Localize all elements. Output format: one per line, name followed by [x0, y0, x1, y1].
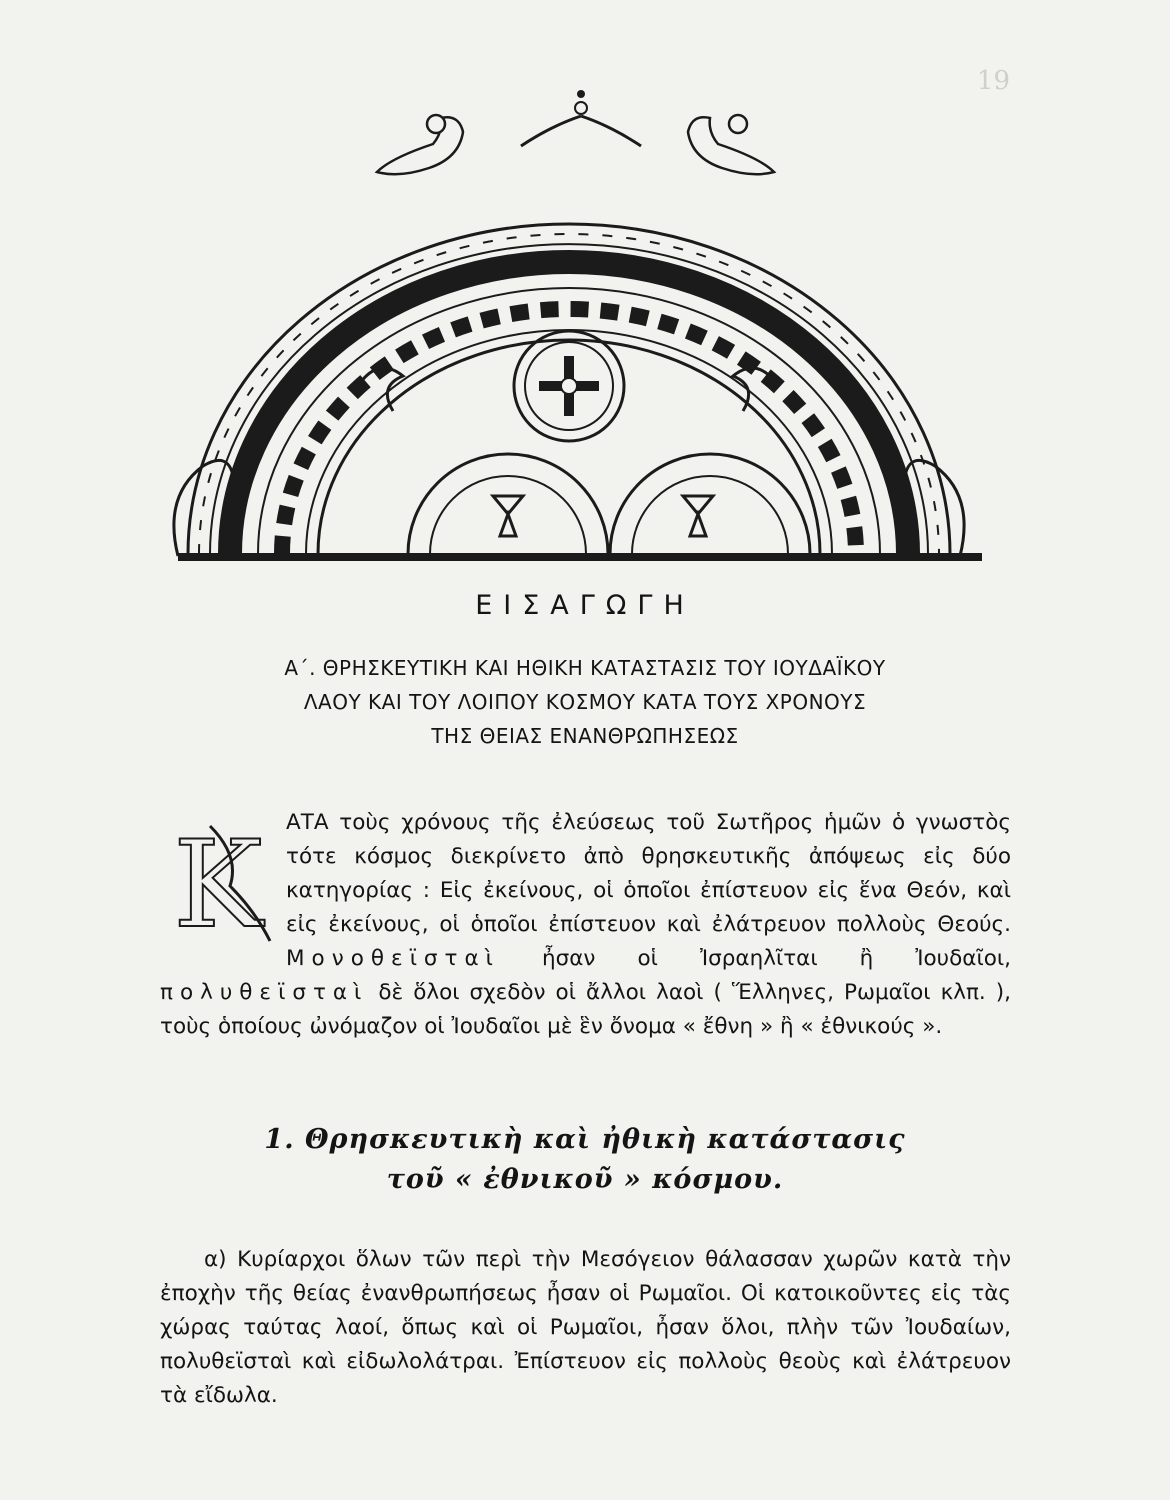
intro-emphasis-polytheists: πολυθεϊσταὶ: [160, 980, 369, 1005]
subtitle-line-3: ΤΗΣ ΘΕΙΑΣ ΕΝΑΝΘΡΩΠΗΣΕΩΣ: [431, 724, 739, 748]
intro-text-3: δὲ ὅλοι σχεδὸν οἱ ἄλλοι λαοὶ ( Ἕλληνες, Ρωμαῖοι κλπ. ), τοὺς ὁποίους ὠνόμαζον οἱ Ἰουδαῖοι μὲ ἓν ὄνομα « ἔθνη » ἢ « ἐθνικούς ».: [160, 980, 1012, 1039]
section-heading-line-2: τοῦ « ἐθνικοῦ » κόσμου.: [386, 1164, 784, 1195]
section-title: ΕΙΣΑΓΩΓΗ: [475, 590, 695, 621]
paragraph-a: α) Κυρίαρχοι ὅλων τῶν περὶ τὴν Μεσόγειον θάλασσαν χωρῶν κατὰ τὴν ἐποχὴν τῆς θείας ἐνανθρωπήσεως ἦσαν οἱ Ρωμαῖοι. Οἱ κατοικοῦντες εἰς τὰς χώρας ταύτας λαοί, ὅπως καὶ οἱ Ρωμαῖοι, ἦσαν ὅλοι, πλὴν τῶν Ἰουδαίων, πολυθεϊσταὶ καὶ εἰδωλολάτραι. Ἐπίστευον εἰς πολλοὺς θεοὺς καὶ ἐλάτρευον τὰ εἴδωλα.: [160, 1247, 1011, 1408]
drop-cap-initial: [160, 806, 278, 951]
intro-text-2: ἦσαν οἱ Ἰσραηλῖται ἢ Ἰουδαῖοι,: [542, 946, 1011, 971]
svg-text:Κ: Κ: [173, 816, 263, 951]
page-number: 19: [976, 66, 1010, 96]
intro-paragraph: [160, 806, 1011, 1044]
intro-text-1: ΑΤΑ τοὺς χρόνους τῆς ἐλεύσεως τοῦ Σωτῆρος ἡμῶν ὁ γνωστὸς τότε κόσμος διεκρίνετο ἀπὸ θρησκευτικῆς ἀπόψεως εἰς δύο κατηγορίας : Εἰς ἐκείνους, οἱ ὁποῖοι ἐπίστευον εἰς ἕνα Θεόν, καὶ εἰς ἐκείνους, οἱ ὁποῖοι ἐπίστευον καὶ ἐλάτρευον πολλοὺς Θεούς.: [286, 810, 1011, 937]
headpiece-ornament: [158, 86, 980, 566]
subtitle-line-1: Α΄. ΘΡΗΣΚΕΥΤΙΚΗ ΚΑΙ ΗΘΙΚΗ ΚΑΤΑΣΤΑΣΙΣ ΤΟΥ ΙΟΥΔΑΪΚΟΥ: [284, 656, 886, 680]
headpiece-base-rule: [178, 553, 982, 561]
subtitle-line-2: ΛΑΟΥ ΚΑΙ ΤΟΥ ΛΟΙΠΟΥ ΚΟΣΜΟΥ ΚΑΤΑ ΤΟΥΣ ΧΡΟΝΟΥΣ: [303, 690, 867, 714]
intro-emphasis-monotheists: Μονοθεϊσταὶ: [286, 946, 500, 971]
section-heading-line-1: 1. Θρησκευτικὴ καὶ ἠθικὴ κατάστασις: [264, 1124, 906, 1155]
